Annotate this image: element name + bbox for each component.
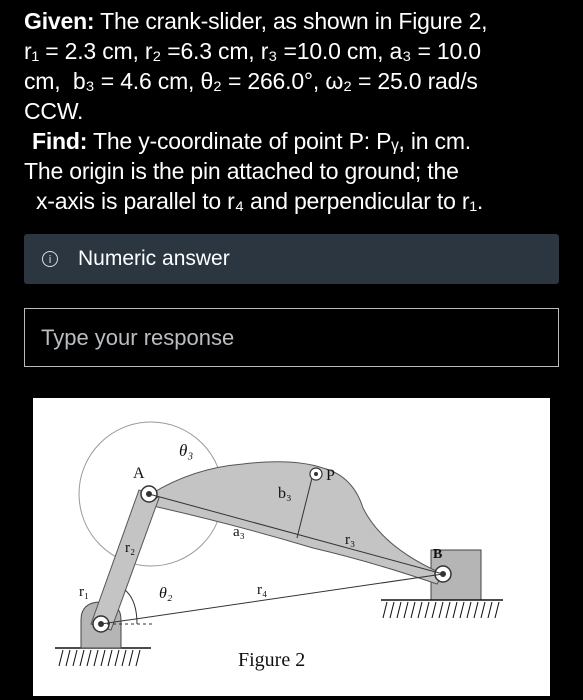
label-r1: r₁: [79, 584, 90, 600]
figure-caption: Figure 2: [238, 649, 306, 671]
param-a3: a₃ = 10.0: [389, 38, 481, 64]
given-text: The crank-slider, as shown in Figure 2,: [100, 8, 488, 34]
r4-line: [101, 574, 443, 624]
label-b3: b₃: [278, 485, 292, 502]
param-unit: cm,: [24, 68, 61, 94]
label-r2: r₂: [125, 540, 136, 556]
find-line: [24, 126, 564, 156]
label-r4: r₄: [257, 582, 268, 598]
params-line-3: CCW.: [24, 98, 84, 124]
label-b: B: [433, 547, 443, 562]
param-r1: r₁ = 2.3 cm,: [24, 38, 139, 64]
label-p: P: [326, 467, 335, 484]
question-text: [24, 6, 564, 216]
answer-type-banner: [24, 234, 559, 284]
coupler-link: [151, 462, 443, 584]
origin-line-1: The origin is the pin attached to ground; the: [24, 158, 459, 184]
response-input[interactable]: [24, 308, 559, 367]
param-r2: r₂ =6.3 cm,: [144, 38, 255, 64]
label-a3: a₃: [233, 524, 245, 540]
param-theta2: θ₂ = 266.0°,: [200, 68, 320, 94]
param-r3: r₃ =10.0 cm,: [260, 38, 384, 64]
params-line-1: [24, 36, 564, 66]
label-theta2: θ₂: [159, 585, 173, 602]
label-theta3: θ₃: [179, 441, 194, 460]
param-b3: b₃ = 4.6 cm,: [72, 68, 195, 94]
origin-line-2: x-axis is parallel to r₄ and perpendicular to r₁.: [36, 188, 484, 214]
answer-type-label: Numeric answer: [78, 247, 230, 270]
ground-hatch-left: [59, 650, 140, 666]
given-line: [24, 6, 564, 36]
label-a: A: [133, 465, 145, 482]
ground-hatch-right: [383, 602, 499, 618]
crank-slider-diagram: [33, 398, 550, 696]
point-p-center: [314, 472, 318, 476]
info-icon: i: [42, 251, 58, 267]
figure-2: [33, 398, 550, 696]
crank-link: [91, 490, 159, 630]
label-r3: r₃: [345, 532, 356, 548]
find-label: Find:: [32, 128, 88, 154]
param-omega2: ω₂ = 25.0 rad/s: [325, 68, 478, 94]
find-text: The y-coordinate of point P: Pᵧ, in cm.: [92, 128, 471, 154]
given-label: Given:: [24, 8, 95, 34]
params-line-2: [24, 66, 564, 96]
